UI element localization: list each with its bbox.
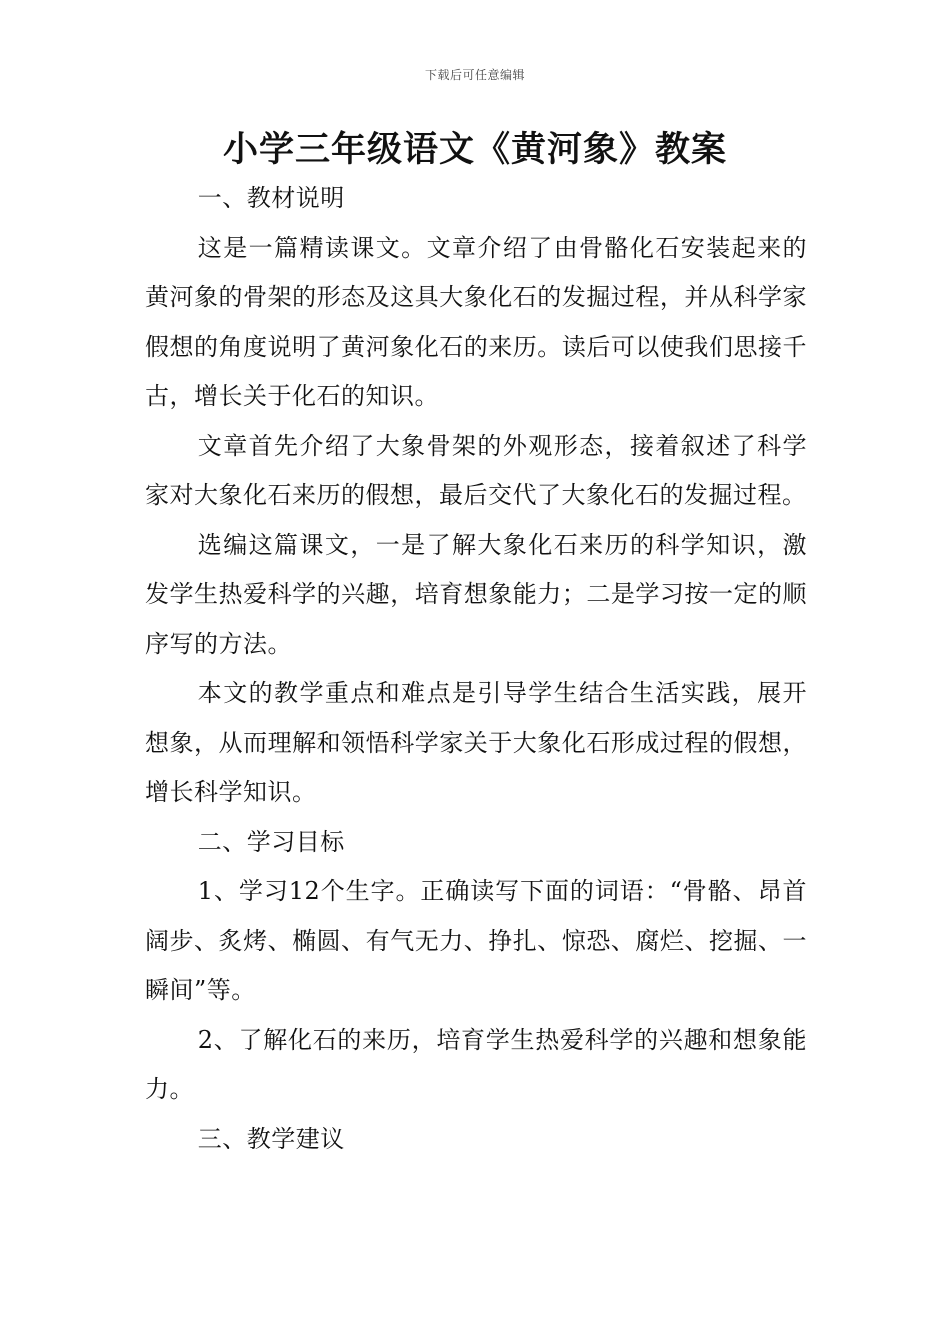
goal-item-1: 1、学习12个生字。正确读写下面的词语：“骨骼、昂首阔步、炙烤、椭圆、有气无力、挣扎、惊恐、腐烂、挖掘、一瞬间”等。	[145, 877, 807, 1004]
section-heading-materials: 一、教材说明	[197, 184, 345, 212]
section-heading-suggestions: 三、教学建议	[197, 1124, 345, 1153]
header-note: 下载后可任意编辑	[424, 68, 525, 82]
paragraph-text-intro: 这是一篇精读课文。文章介绍了由骨骼化石安装起来的黄河象的骨架的形态及这具大象化石的发掘过程，并从科学家假想的角度说明了黄河象化石的来历。读后可以使我们思接千古，增长关于化石的知识。	[145, 233, 807, 410]
paragraph-text-purpose: 选编这篇课文，一是了解大象化石来历的科学知识，激发学生热爱科学的兴趣，培育想象能力；二是学习按一定的顺序写的方法。	[145, 530, 807, 658]
goal-item-2: 2、了解化石的来历，培育学生热爱科学的兴趣和想象能力。	[145, 1025, 807, 1103]
section-heading-goals: 二、学习目标	[197, 827, 345, 856]
document-title: 小学三年级语文《黄河象》教案	[222, 130, 727, 170]
paragraph-text-focus: 本文的教学重点和难点是引导学生结合生活实践，展开想象，从而理解和领悟科学家关于大象化石形成过程的假想，增长科学知识。	[145, 679, 807, 806]
paragraph-text-structure: 文章首先介绍了大象骨架的外观形态，接着叙述了科学家对大象化石来历的假想，最后交代了大象化石的发掘过程。	[145, 431, 807, 509]
document-body	[145, 174, 807, 1164]
